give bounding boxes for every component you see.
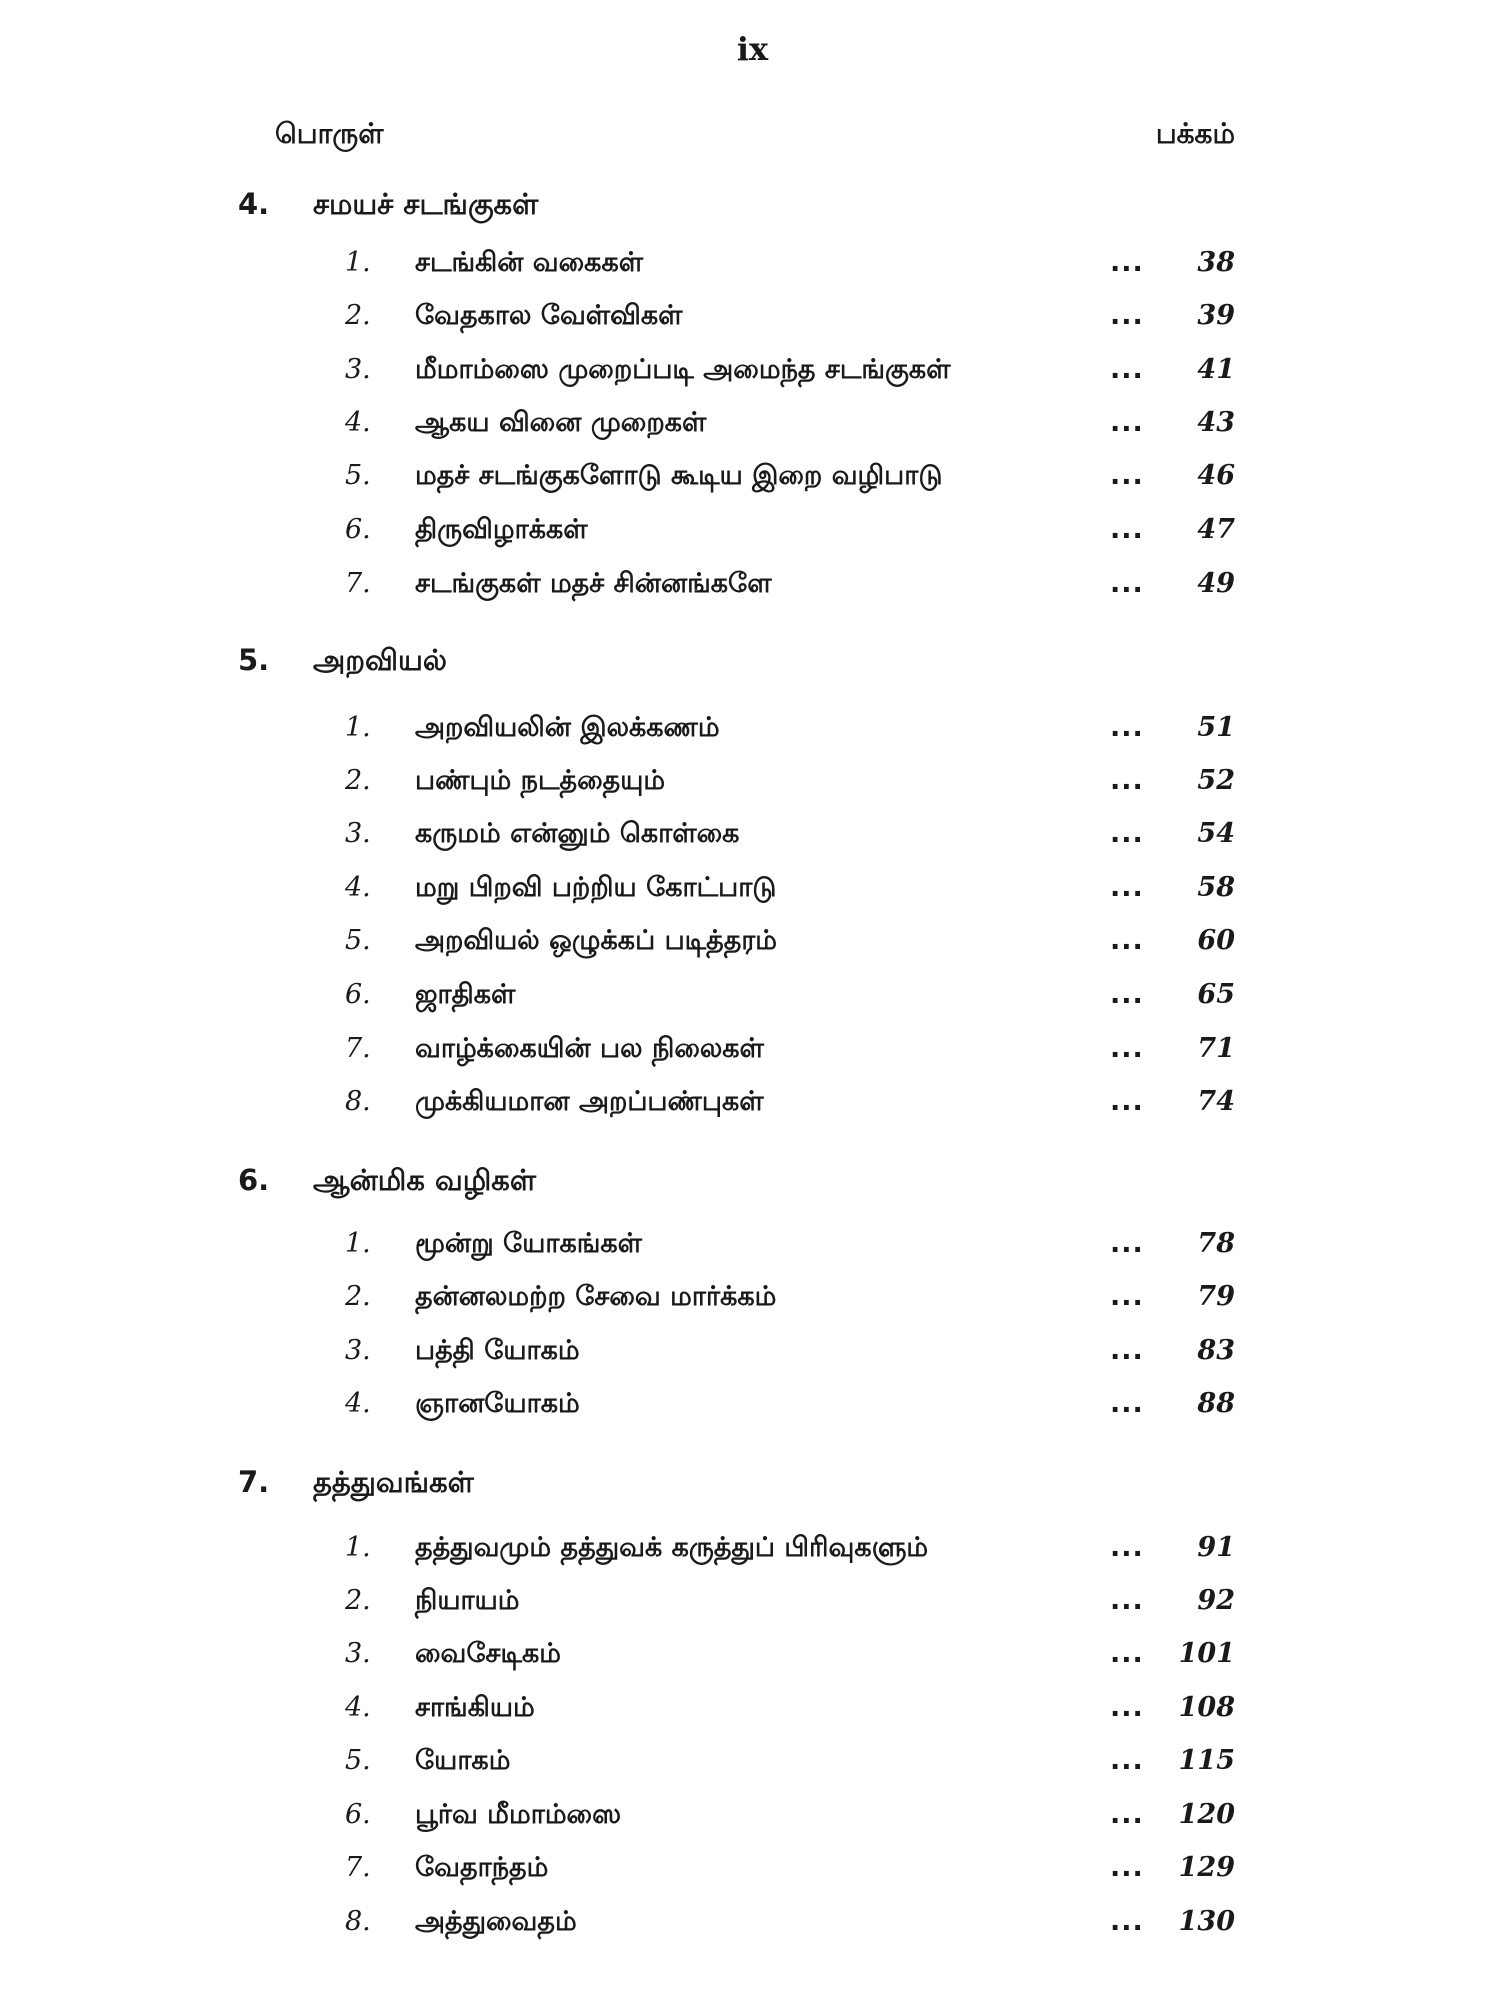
entry-number: 5. [345, 1745, 371, 1776]
toc-entry[interactable] [0, 818, 1505, 858]
entry-title: வேதாந்தம் [415, 1852, 549, 1883]
toc-entry[interactable] [0, 1228, 1505, 1268]
leader-dots: ... [1110, 1585, 1144, 1616]
entry-title: திருவிழாக்கள் [415, 514, 588, 545]
toc-entry[interactable] [0, 1799, 1505, 1839]
leader-dots: ... [1110, 1532, 1144, 1563]
entry-title: சடங்குகள் மதச் சின்னங்களே [415, 568, 772, 599]
entry-page-number: 74 [1197, 1086, 1235, 1117]
leader-dots: ... [1110, 1745, 1144, 1776]
toc-entry[interactable] [0, 1281, 1505, 1321]
entry-title: தன்னலமற்ற சேவை மார்க்கம் [415, 1281, 777, 1312]
entry-title: ஆகய வினை முறைகள் [415, 407, 707, 438]
leader-dots: ... [1110, 460, 1144, 491]
entry-title: தத்துவமும் தத்துவக் கருத்துப் பிரிவுகளும் [415, 1532, 929, 1563]
toc-entry[interactable] [0, 1388, 1505, 1428]
leader-dots: ... [1110, 514, 1144, 545]
leader-dots: ... [1110, 1228, 1144, 1259]
leader-dots: ... [1110, 872, 1144, 903]
leader-dots: ... [1110, 1692, 1144, 1723]
entry-number: 1. [345, 247, 371, 278]
entry-title: பத்தி யோகம் [415, 1335, 580, 1366]
entry-number: 4. [345, 1388, 371, 1419]
entry-title: வேதகால வேள்விகள் [415, 300, 683, 331]
entry-title: முக்கியமான அறப்பண்புகள் [415, 1086, 764, 1117]
entry-number: 3. [345, 1638, 371, 1669]
entry-page-number: 129 [1178, 1852, 1235, 1883]
section-number: 6. [238, 1163, 270, 1197]
entry-page-number: 101 [1178, 1638, 1235, 1669]
entry-page-number: 91 [1197, 1532, 1235, 1563]
entry-number: 7. [345, 1033, 371, 1064]
entry-number: 2. [345, 1281, 371, 1312]
leader-dots: ... [1110, 1033, 1144, 1064]
section-title: தத்துவங்கள் [313, 1465, 474, 1499]
entry-page-number: 47 [1197, 514, 1235, 545]
entry-title: பண்பும் நடத்தையும் [415, 765, 666, 796]
entry-page-number: 58 [1197, 872, 1235, 903]
entry-number: 3. [345, 1335, 371, 1366]
entry-page-number: 78 [1197, 1228, 1235, 1259]
toc-entry[interactable] [0, 568, 1505, 608]
section-title: அறவியல் [313, 643, 447, 677]
toc-entry[interactable] [0, 1638, 1505, 1678]
toc-entry[interactable] [0, 1033, 1505, 1073]
entry-page-number: 41 [1197, 354, 1235, 385]
leader-dots: ... [1110, 1086, 1144, 1117]
leader-dots: ... [1110, 1852, 1144, 1883]
entry-number: 1. [345, 1532, 371, 1563]
entry-title: கருமம் என்னும் கொள்கை [415, 818, 740, 849]
toc-entry[interactable] [0, 1906, 1505, 1946]
toc-entry[interactable] [0, 407, 1505, 447]
leader-dots: ... [1110, 1335, 1144, 1366]
toc-entry[interactable] [0, 514, 1505, 554]
leader-dots: ... [1110, 407, 1144, 438]
toc-entry[interactable] [0, 1745, 1505, 1785]
toc-entry[interactable] [0, 1852, 1505, 1892]
entry-title: யோகம் [415, 1745, 511, 1776]
entry-title: மதச் சடங்குகளோடு கூடிய இறை வழிபாடு [415, 460, 943, 491]
toc-entry[interactable] [0, 1692, 1505, 1732]
toc-entry[interactable] [0, 1086, 1505, 1126]
entry-title: வைசேடிகம் [415, 1638, 561, 1669]
entry-title: அறவியலின் இலக்கணம் [415, 712, 720, 743]
toc-entry[interactable] [0, 247, 1505, 287]
leader-dots: ... [1110, 1281, 1144, 1312]
entry-number: 6. [345, 1799, 371, 1830]
entry-page-number: 115 [1178, 1745, 1235, 1776]
entry-title: மீமாம்ஸை முறைப்படி அமைந்த சடங்குகள் [415, 354, 951, 385]
leader-dots: ... [1110, 568, 1144, 599]
entry-page-number: 88 [1197, 1388, 1235, 1419]
entry-number: 4. [345, 872, 371, 903]
entry-page-number: 79 [1197, 1281, 1235, 1312]
entry-page-number: 108 [1178, 1692, 1235, 1723]
entry-title: பூர்வ மீமாம்ஸை [415, 1799, 622, 1830]
leader-dots: ... [1110, 247, 1144, 278]
leader-dots: ... [1110, 765, 1144, 796]
entry-title: மூன்று யோகங்கள் [415, 1228, 643, 1259]
leader-dots: ... [1110, 979, 1144, 1010]
toc-entry[interactable] [0, 765, 1505, 805]
entry-number: 6. [345, 514, 371, 545]
entry-title: ஞானயோகம் [415, 1388, 580, 1419]
entry-number: 5. [345, 925, 371, 956]
entry-page-number: 39 [1197, 300, 1235, 331]
entry-page-number: 49 [1197, 568, 1235, 599]
entry-number: 1. [345, 712, 371, 743]
entry-number: 5. [345, 460, 371, 491]
leader-dots: ... [1110, 818, 1144, 849]
toc-entry[interactable] [0, 712, 1505, 752]
leader-dots: ... [1110, 1906, 1144, 1937]
toc-entry[interactable] [0, 925, 1505, 965]
entry-title: சாங்கியம் [415, 1692, 535, 1723]
toc-entry[interactable] [0, 979, 1505, 1019]
entry-page-number: 46 [1197, 460, 1235, 491]
entry-number: 1. [345, 1228, 371, 1259]
entry-title: மறு பிறவி பற்றிய கோட்பாடு [415, 872, 777, 903]
entry-page-number: 51 [1197, 712, 1235, 743]
entry-page-number: 65 [1197, 979, 1235, 1010]
entry-title: அத்துவைதம் [415, 1906, 577, 1937]
entry-title: சடங்கின் வகைகள் [415, 247, 644, 278]
toc-entry[interactable] [0, 300, 1505, 340]
entry-number: 2. [345, 765, 371, 796]
entry-page-number: 71 [1197, 1033, 1235, 1064]
entry-page-number: 54 [1197, 818, 1235, 849]
leader-dots: ... [1110, 1799, 1144, 1830]
toc-entry[interactable] [0, 1585, 1505, 1625]
page-column-header: பக்கம் [1155, 117, 1235, 150]
entry-number: 2. [345, 300, 371, 331]
entry-title: ஜாதிகள் [415, 979, 516, 1010]
page-number: ix [736, 30, 769, 68]
entry-number: 7. [345, 568, 371, 599]
leader-dots: ... [1110, 1638, 1144, 1669]
entry-number: 4. [345, 407, 371, 438]
entry-page-number: 83 [1197, 1335, 1235, 1366]
entry-page-number: 43 [1197, 407, 1235, 438]
leader-dots: ... [1110, 300, 1144, 331]
leader-dots: ... [1110, 1388, 1144, 1419]
leader-dots: ... [1110, 925, 1144, 956]
entry-page-number: 52 [1197, 765, 1235, 796]
entry-page-number: 130 [1178, 1906, 1235, 1937]
entry-page-number: 92 [1197, 1585, 1235, 1616]
toc-entry[interactable] [0, 1532, 1505, 1572]
toc-entry[interactable] [0, 1335, 1505, 1375]
leader-dots: ... [1110, 354, 1144, 385]
entry-title: அறவியல் ஒழுக்கப் படித்தரம் [415, 925, 777, 956]
section-number: 5. [238, 643, 270, 677]
subject-column-header: பொருள் [275, 117, 384, 150]
section-title: ஆன்மிக வழிகள் [313, 1163, 537, 1197]
toc-entry[interactable] [0, 460, 1505, 500]
entry-number: 3. [345, 354, 371, 385]
entry-title: நியாயம் [415, 1585, 520, 1616]
entry-number: 4. [345, 1692, 371, 1723]
entry-number: 3. [345, 818, 371, 849]
entry-page-number: 120 [1178, 1799, 1235, 1830]
toc-entry[interactable] [0, 872, 1505, 912]
entry-page-number: 60 [1197, 925, 1235, 956]
entry-page-number: 38 [1197, 247, 1235, 278]
leader-dots: ... [1110, 712, 1144, 743]
section-number: 7. [238, 1465, 270, 1499]
entry-number: 8. [345, 1086, 371, 1117]
entry-number: 2. [345, 1585, 371, 1616]
entry-number: 6. [345, 979, 371, 1010]
section-title: சமயச் சடங்குகள் [313, 187, 539, 221]
entry-number: 8. [345, 1906, 371, 1937]
section-number: 4. [238, 187, 270, 221]
entry-title: வாழ்க்கையின் பல நிலைகள் [415, 1033, 764, 1064]
toc-entry[interactable] [0, 354, 1505, 394]
entry-number: 7. [345, 1852, 371, 1883]
